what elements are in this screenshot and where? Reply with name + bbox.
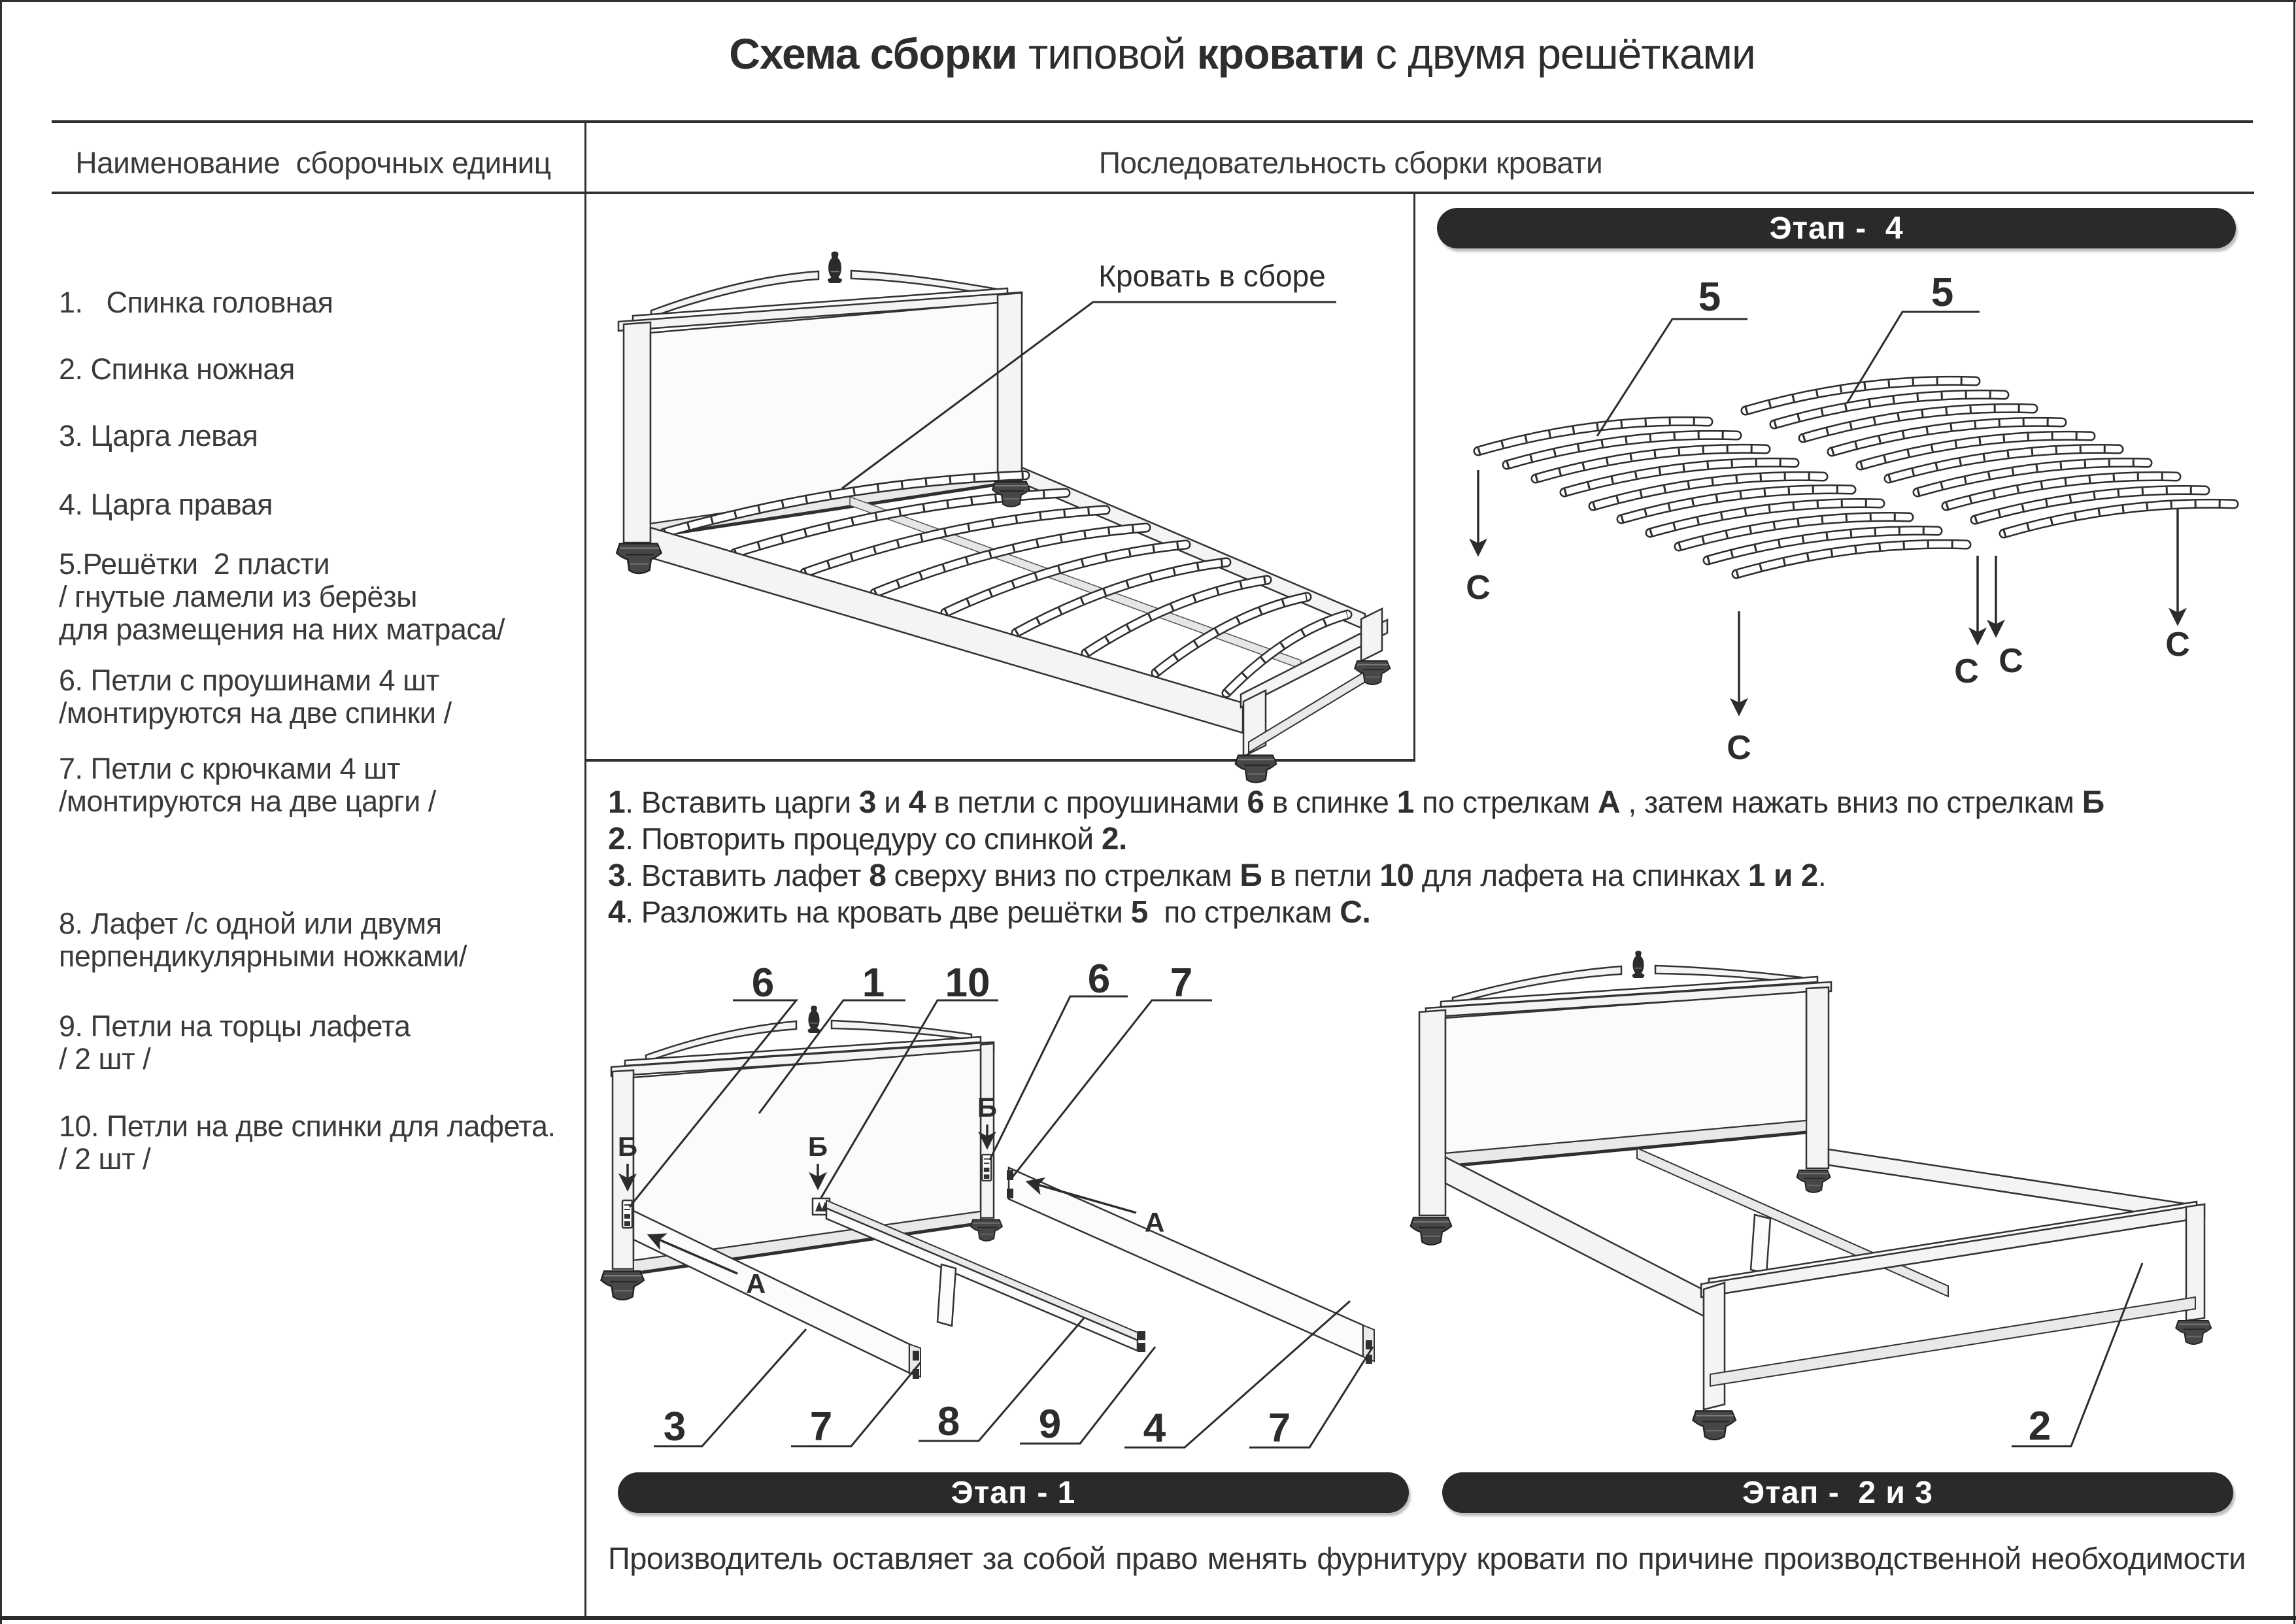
vase-finial-icon xyxy=(808,1006,820,1033)
arrow-letter: С xyxy=(1999,642,2023,680)
bed-foot-icon xyxy=(2176,1321,2211,1344)
arrow-letter: С xyxy=(1466,569,1491,607)
part-number-label: 8 xyxy=(937,1399,960,1444)
slat-grids-diagram xyxy=(1415,193,2296,767)
end-hinge-icon xyxy=(1138,1331,1145,1340)
side-rail-left xyxy=(1445,1157,1704,1316)
end-hinge-icon xyxy=(1138,1343,1145,1352)
part-callouts-bottom xyxy=(654,1301,1373,1451)
part-number-label: 10 xyxy=(945,960,990,1006)
assembly-step: 1. Вставить царги 3 и 4 в петли с проушинами 6 в спинке 1 по стрелкам А , затем нажать вниз по стрелкам Б xyxy=(608,785,2104,820)
vase-finial-icon xyxy=(1632,951,1645,978)
manufacturer-note: Производитель оставляет за собой право менять фурнитуру кровати по причине производственной необходимости xyxy=(608,1541,2246,1576)
list-item: 4. Царга правая xyxy=(59,488,273,521)
rail-right xyxy=(1007,1168,1374,1364)
page-title xyxy=(660,29,1824,78)
list-item: 3. Царга левая xyxy=(59,419,258,452)
hook-icon xyxy=(913,1351,919,1361)
list-item: 7. Петли с крючками 4 шт /монтируются на две царги / xyxy=(59,752,436,818)
list-item: 2. Спинка ножная xyxy=(59,352,295,386)
stage-banner-1: Этап - 1 xyxy=(618,1472,1409,1513)
sequence-column-header: Последовательность сборки кровати xyxy=(1098,146,1603,180)
part-number-label: 2 xyxy=(2028,1404,2051,1449)
border-bottom xyxy=(0,1616,2296,1620)
part-number-label: 7 xyxy=(1170,960,1193,1006)
stage-banner-2-3: Этап - 2 и 3 xyxy=(1442,1472,2233,1513)
part-number-label: 3 xyxy=(663,1404,686,1449)
part-number-label: 6 xyxy=(751,960,775,1006)
assembled-bed-label: Кровать в сборе xyxy=(1098,259,1326,293)
part-number-label: 5 xyxy=(1698,275,1721,320)
hook-icon xyxy=(1007,1170,1013,1180)
grid-callout-left xyxy=(1597,275,1747,436)
border-top xyxy=(0,0,2296,2)
title-part: с двумя решётками xyxy=(1364,29,1755,78)
assembled-bed-diagram xyxy=(586,193,1415,762)
bed-foot-icon xyxy=(1693,1411,1736,1440)
bed-foot-icon xyxy=(616,543,661,573)
part-number-label: 1 xyxy=(862,960,885,1006)
bed-foot-icon xyxy=(1797,1170,1830,1193)
part-number-label: 7 xyxy=(809,1404,833,1449)
list-item: 9. Петли на торцы лафета / 2 шт / xyxy=(59,1009,411,1075)
part-number-label: 4 xyxy=(1143,1406,1166,1451)
bed-foot-icon xyxy=(1236,755,1277,783)
assembly-step: 2. Повторить процедуру со спинкой 2. xyxy=(608,822,1127,856)
arrow-letter: А xyxy=(746,1268,766,1299)
side-rail-right xyxy=(1829,1149,2189,1220)
part-number-label: 6 xyxy=(1087,956,1111,1002)
assembly-step: 3. Вставить лафет 8 сверху вниз по стрелкам Б в петли 10 для лафета на спинках 1 и 2. xyxy=(608,858,1827,893)
arrow-letter: С xyxy=(2165,626,2190,664)
part-number-label: 5 xyxy=(1931,270,1954,315)
slat-grid-right xyxy=(1746,381,2234,533)
stage-banner-4: Этап - 4 xyxy=(1437,208,2236,248)
bed-foot-icon xyxy=(971,1220,1002,1241)
vase-finial-icon xyxy=(828,252,842,283)
hook-icon xyxy=(1007,1189,1013,1198)
part-number-label: 9 xyxy=(1038,1402,1062,1447)
slat-grid-left xyxy=(1478,421,1967,574)
list-item: 5.Решётки 2 пласти / гнутые ламели из берёзы для размещения на них матраса/ xyxy=(59,547,505,646)
list-item: 8. Лафет /с одной или двумя перпендикулярными ножками/ xyxy=(59,907,467,973)
bed-foot-icon xyxy=(992,482,1030,507)
parts-column-header: Наименование сборочных единиц xyxy=(75,146,551,180)
arrow-letter: Б xyxy=(807,1131,828,1162)
header-rule-top xyxy=(52,120,2253,123)
border-left xyxy=(0,0,2,1624)
arrow-letter: С xyxy=(1954,652,1979,690)
footboard xyxy=(1701,1202,2204,1410)
part-number-label: 7 xyxy=(1268,1406,1291,1451)
list-item: 6. Петли с проушинами 4 шт /монтируются на две спинки / xyxy=(59,664,452,730)
list-item: 1. Спинка головная xyxy=(59,286,333,319)
footboard-callout xyxy=(2012,1263,2142,1449)
list-item: 10. Петли на две спинки для лафета. / 2 шт / xyxy=(59,1109,556,1176)
title-part: кровати xyxy=(1196,29,1364,78)
arrow-letter: С xyxy=(1727,729,1751,767)
exploded-headboard-diagram xyxy=(586,948,1415,1471)
bed-foot-icon xyxy=(601,1271,644,1300)
side-rail-left xyxy=(650,528,1243,733)
arrow-letter: Б xyxy=(617,1131,638,1162)
arrow-letter: А xyxy=(1145,1207,1165,1238)
assembled-frame-diagram xyxy=(1415,948,2296,1471)
assembly-step: 4. Разложить на кровать две решётки 5 по стрелкам С. xyxy=(608,895,1371,930)
title-part: типовой xyxy=(1017,29,1197,78)
bed-foot-icon xyxy=(1411,1217,1452,1245)
arrow-letter: Б xyxy=(977,1092,998,1123)
title-part: Схема сборки xyxy=(729,29,1017,78)
